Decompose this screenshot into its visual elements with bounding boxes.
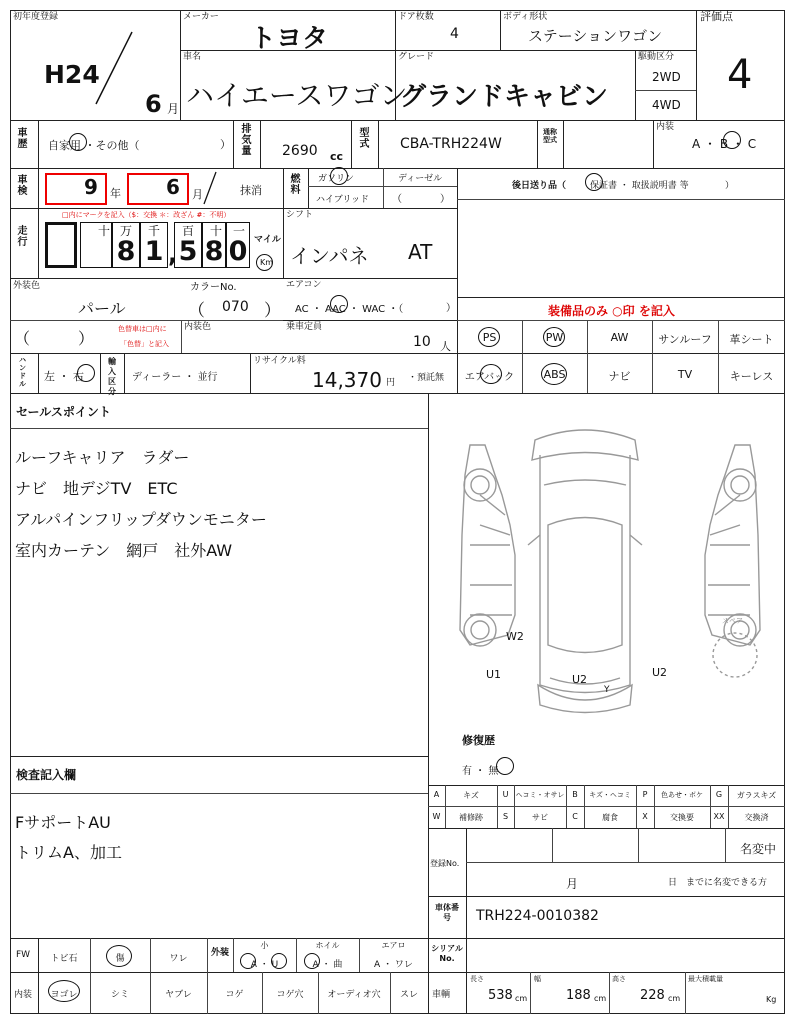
legend-b-text: キズ・ヘコミ <box>589 791 631 799</box>
reg-month: 月 <box>566 877 579 891</box>
equip-pw: PW <box>545 331 564 344</box>
unit-sen: 千 <box>148 224 161 238</box>
width-unit: cm <box>594 994 607 1003</box>
year-unit: 年 <box>110 187 121 200</box>
legend-w-text: 補修跡 <box>459 813 483 822</box>
grade: グランドキャビン <box>400 82 609 112</box>
color-no-close: ） <box>264 301 281 321</box>
grade-label: グレード <box>398 52 435 62</box>
after-close: ） <box>725 181 735 191</box>
drive-label: 駆動区分 <box>638 52 675 62</box>
maker: トヨタ <box>250 24 329 54</box>
equip-navi: ナビ <box>608 370 631 383</box>
aero-label: エアロ <box>381 941 406 950</box>
mileage-digit-3: 5 <box>178 236 198 267</box>
legend-u: U <box>502 790 509 799</box>
fuel-diesel: ディーゼル <box>398 174 443 184</box>
aero-options: A ・ ワレ <box>374 960 413 970</box>
size-label: 車輌 <box>432 990 451 1000</box>
interior-grade: A ・ B ・ C <box>692 137 757 151</box>
inspection-label: 車検 <box>17 175 28 197</box>
damage-w2: W2 <box>506 630 524 643</box>
int-dirt: ヨゴレ <box>50 990 78 1000</box>
fuel-label: 燃料 <box>290 174 301 196</box>
ac-label: エアコン <box>286 280 322 290</box>
equip-title: 装備品のみ ○印 を記入 <box>548 304 675 318</box>
mileage-comma: , <box>168 240 178 268</box>
inspection-note-1: FサポートAU <box>15 813 111 832</box>
sales-line-3: アルパインフリップダウンモニター <box>15 510 267 529</box>
damage-u2-right: U2 <box>652 666 668 679</box>
interior-grade-label: 内装 <box>656 122 675 132</box>
mileage-digit-5: 0 <box>228 236 248 267</box>
width-label: 幅 <box>534 975 541 983</box>
mile-label: マイル <box>254 235 281 245</box>
right-handle-circle <box>77 364 95 382</box>
int-audio-hole: オーディオ穴 <box>327 990 381 1000</box>
registration-year: H24 <box>44 60 100 89</box>
equip-airbag: エアバック <box>464 372 515 383</box>
handle-value: 左 ・ 右 <box>44 370 84 383</box>
legend-u-text: ヘコミ・オサレ <box>515 791 565 799</box>
no-repair-circle <box>496 757 514 775</box>
damage-u2-center: U2 <box>572 673 588 686</box>
history-value: 自家用 ・その他（ <box>48 139 140 152</box>
first-registration-label: 初年度登録 <box>13 12 59 22</box>
km-label: Km <box>260 258 274 267</box>
capacity-unit: 人 <box>440 340 451 353</box>
drive-2wd: 2WD <box>652 70 681 84</box>
legend-x-text: 交換要 <box>670 813 694 822</box>
after-label: 後日送り品（ <box>512 181 567 191</box>
legend-c: C <box>572 812 578 821</box>
fw-label: FW <box>16 950 31 960</box>
registration-label: 登録No. <box>430 859 460 868</box>
unit-ju: 十 <box>210 224 223 238</box>
maker-label: メーカー <box>183 12 219 22</box>
capacity-label: 乗車定員 <box>286 322 323 332</box>
inspection-month: 6 <box>166 175 180 199</box>
inspection-year: 9 <box>84 175 98 199</box>
serial-label: シリアルNo. <box>431 944 463 963</box>
wheel-a-circle <box>304 953 320 969</box>
inspection-note-2: トリムA、加工 <box>15 843 122 862</box>
sales-line-1: ルーフキャリア ラダー <box>15 448 190 467</box>
equip-keyless: キーレス <box>729 370 774 383</box>
legend-c-text: 腐食 <box>602 813 618 822</box>
legend-g: G <box>715 790 723 799</box>
legend-xx: XX <box>713 812 725 821</box>
reg-day-text: 日 までに名変できる方 <box>668 878 768 888</box>
registration-month: 6 <box>145 90 162 118</box>
recycle-label: リサイクル料 <box>253 356 306 366</box>
recycle-fee: 14,370 <box>312 368 382 392</box>
fw-scratch-circle <box>106 945 132 967</box>
int-tear: ヤブレ <box>165 990 192 1000</box>
fuel-paren-open: （ <box>392 194 402 205</box>
score-label: 評価点 <box>700 10 733 23</box>
slash-mark <box>90 28 140 108</box>
equip-tv: TV <box>677 368 693 381</box>
int-dirt-circle <box>48 980 80 1002</box>
sales-title: セールスポイント <box>16 405 111 419</box>
equip-abs: ABS <box>543 368 566 381</box>
fuel-gasoline: ガソリン <box>318 174 355 184</box>
unit-ten-man: 十 <box>98 224 111 238</box>
damage-y: Y <box>604 685 610 695</box>
color-no-open: （ <box>188 301 205 321</box>
shift-value: インパネ <box>290 244 369 268</box>
length: 538 <box>488 988 513 1003</box>
history-label: 車歴 <box>17 128 28 150</box>
common-model-label: 通称型式 <box>543 128 557 144</box>
car-name: ハイエースワゴン <box>186 79 408 112</box>
mileage-digit-1: 8 <box>116 236 136 267</box>
unit-ichi: 一 <box>233 224 246 238</box>
fw-scratch: 傷 <box>115 954 125 964</box>
import-label: 輸入区分 <box>108 357 116 396</box>
int-label: 内装 <box>14 990 33 1000</box>
aac-circle <box>330 295 348 313</box>
repair-history-value: 有 ・ 無 <box>462 766 499 777</box>
history-close: ） <box>220 138 231 151</box>
small-a-circle <box>240 953 256 969</box>
repaint-note-1: 色替車は□内に <box>118 325 167 333</box>
gasoline-circle <box>330 167 348 185</box>
load-label: 最大積載量 <box>688 975 723 983</box>
erase-label: 抹消 <box>240 184 262 197</box>
model-code: CBA-TRH224W <box>400 136 502 152</box>
wheel-options: A ・ 曲 <box>312 960 343 970</box>
equip-aw: AW <box>610 331 629 344</box>
abs-circle <box>541 363 567 385</box>
transmission: AT <box>408 240 433 264</box>
fuel-paren-close: ） <box>440 194 450 205</box>
legend-x: X <box>642 812 648 821</box>
legend-s-text: サビ <box>532 813 548 822</box>
mileage-note: □内にマークを記入（$：交換 ＊：改ざん #：不明） <box>62 211 231 219</box>
handle-label: ハンドル <box>19 356 26 388</box>
width: 188 <box>566 988 591 1003</box>
mileage-box-0 <box>45 222 77 268</box>
doors: 4 <box>450 26 459 42</box>
int-stain: シミ <box>110 990 129 1000</box>
ac-options: AC ・ AAC ・ WAC ・（ <box>295 304 404 315</box>
history-circle <box>69 133 87 151</box>
small-label: 小 <box>260 941 269 950</box>
month-unit: 月 <box>167 102 180 116</box>
height: 228 <box>640 988 665 1003</box>
wheel-label: ホイル <box>315 941 340 950</box>
pw-circle <box>543 327 565 347</box>
sales-line-2: ナビ 地デジTV ETC <box>15 479 178 498</box>
ps-circle <box>478 327 500 347</box>
mileage-label: 走行 <box>17 226 28 248</box>
warranty-circle <box>585 173 603 191</box>
length-label: 長さ <box>470 975 484 983</box>
small-u-circle <box>271 953 287 969</box>
color-no: 070 <box>222 299 249 315</box>
month-unit-2: 月 <box>192 188 203 201</box>
color-no-label: カラーNo. <box>190 282 237 293</box>
fuel-hybrid: ハイブリッド <box>316 195 370 205</box>
height-label: 高さ <box>612 975 626 983</box>
body-label: ボディ形状 <box>503 12 548 22</box>
car-name-label: 車名 <box>183 52 202 62</box>
equip-leather: 革シート <box>729 333 774 346</box>
int-burn-hole: コゲ穴 <box>276 990 304 1000</box>
month-slash <box>200 170 220 206</box>
int-rub: スレ <box>399 990 418 1000</box>
doors-label: ドア枚数 <box>398 12 434 22</box>
repair-history-label: 修復歴 <box>462 734 495 747</box>
legend-a-text: キズ <box>463 791 479 800</box>
kg-unit: Kg <box>766 995 777 1004</box>
interior-grade-circle <box>723 131 741 149</box>
legend-p-text: 色あせ・ボケ <box>661 791 703 799</box>
legend-b: B <box>572 790 578 799</box>
legend-a: A <box>433 790 440 799</box>
cc-unit: cc <box>330 150 344 163</box>
length-unit: cm <box>515 994 528 1003</box>
legend-s: S <box>502 812 509 821</box>
mileage-digit-2: 1 <box>144 236 164 267</box>
model-label: 型式 <box>359 128 370 150</box>
sales-line-4: 室内カーテン 網戸 社外AW <box>15 541 233 560</box>
yen-unit: 円 <box>386 378 396 388</box>
deposit: ・預託無 <box>408 373 445 383</box>
exterior-color: パール <box>78 299 126 318</box>
mileage-digit-4: 8 <box>204 236 224 267</box>
legend-p: P <box>642 790 648 799</box>
after-items: 保証書 ・ 取扱説明書 等 <box>590 181 689 191</box>
damage-u1: U1 <box>486 668 502 681</box>
equip-ps: PS <box>482 331 497 344</box>
displacement-label: 排気量 <box>241 124 252 157</box>
inspection-notes-title: 検査記入欄 <box>16 768 77 782</box>
height-unit: cm <box>668 994 681 1003</box>
km-circle <box>256 254 273 271</box>
fw-crack: ワレ <box>169 954 188 964</box>
vin-value: TRH224-0010382 <box>476 908 599 924</box>
fw-chip: トビ石 <box>50 954 78 964</box>
airbag-circle <box>480 364 502 384</box>
score: 4 <box>727 52 753 98</box>
body-type: ステーションワゴン <box>528 27 663 45</box>
unit-hyaku: 百 <box>182 224 195 238</box>
spare-label: スペア <box>722 617 743 625</box>
interior-color-close: ） <box>78 329 95 348</box>
legend-xx-text: 交換済 <box>744 813 769 822</box>
legend-g-text: ガラスキズ <box>736 791 777 800</box>
interior-color-open: （ <box>14 329 31 348</box>
legend-w: W <box>432 812 441 821</box>
capacity: 10 <box>413 334 431 350</box>
unit-man: 万 <box>120 224 133 238</box>
import-value: ディーラー ・ 並行 <box>132 372 218 383</box>
int-burn: コゲ <box>225 990 244 1000</box>
equip-sunroof: サンルーフ <box>658 333 712 346</box>
drive-4wd: 4WD <box>652 98 681 112</box>
vin-label: 車体番号 <box>435 903 459 922</box>
displacement: 2690 <box>282 143 318 159</box>
interior-color-label: 内装色 <box>184 322 212 332</box>
exterior-color-label: 外装色 <box>13 281 41 291</box>
shift-label: シフト <box>286 210 314 220</box>
small-options: A ・ U <box>250 960 279 970</box>
exterior-label: 外装 <box>210 948 229 958</box>
repaint-note-2: 「色替」と記入 <box>120 340 169 348</box>
name-change: 名変中 <box>740 842 777 856</box>
ac-close: ） <box>446 303 456 314</box>
